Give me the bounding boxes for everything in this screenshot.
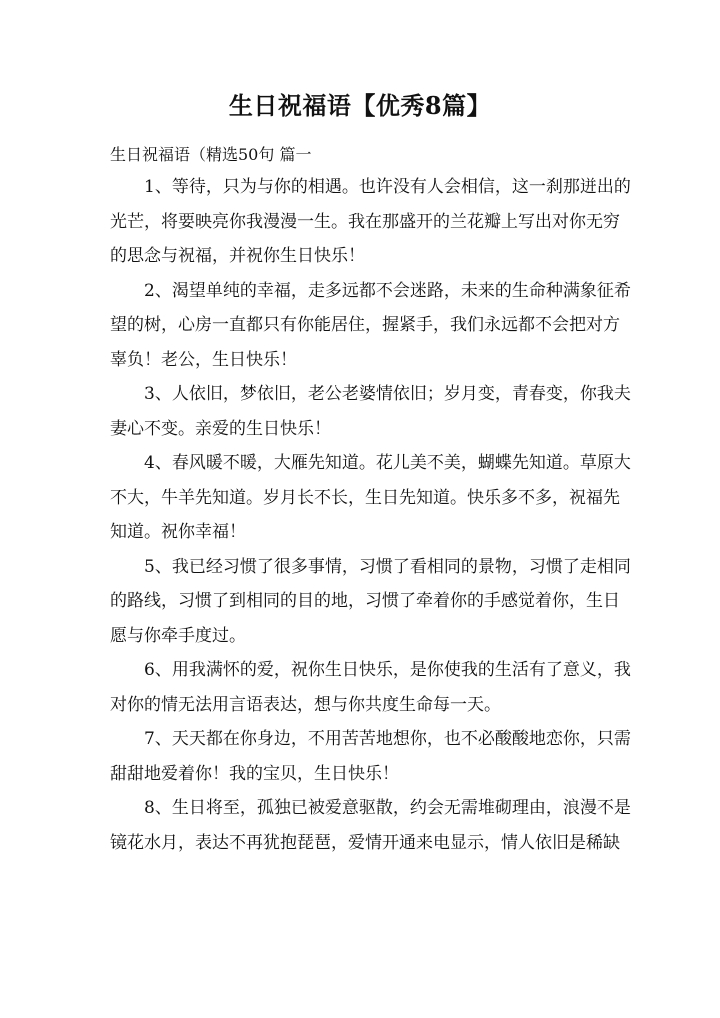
paragraph-line: 7、天天都在你身边，不用苦苦地想你，也不必酸酸地恋你，只需 [144, 729, 631, 749]
paragraph-line: 妻心不变。亲爱的生日快乐！ [110, 418, 331, 439]
paragraph-6 [110, 653, 631, 722]
paragraph-line: 的思念与祝福，并祝你生日快乐！ [110, 246, 365, 266]
paragraph-2 [110, 274, 631, 378]
paragraph-line: 8、生日将至，孤独已被爱意驱散，约会无需堆砌理由，浪漫不是 [144, 798, 631, 818]
paragraph-line: 的路线，习惯了到相同的目的地，习惯了牵着你的手感觉着你，生日 [110, 591, 620, 611]
paragraph-line: 6、用我满怀的爱，祝你生日快乐，是你使我的生活有了意义，我 [144, 660, 631, 680]
paragraph-line: 光芒，将要映亮你我漫漫一生。我在那盛开的兰花瓣上写出对你无穷 [110, 211, 620, 232]
section-heading: 生日祝福语（精选50句 篇一 [110, 145, 312, 164]
document-title: 生日祝福语【优秀8篇】 [228, 91, 492, 120]
paragraph-8 [110, 791, 631, 860]
paragraph-1 [110, 170, 631, 274]
paragraph-3 [110, 377, 631, 446]
paragraph-line: 镜花水月，表达不再犹抱琵琶，爱情开通来电显示，情人依旧是稀缺 [110, 832, 620, 853]
paragraph-line: 对你的情无法用言语表达，想与你共度生命每一天。 [110, 694, 501, 715]
paragraph-line: 甜甜地爱着你！我的宝贝，生日快乐！ [110, 763, 399, 784]
paragraph-5 [110, 550, 631, 654]
paragraph-line: 1、等待，只为与你的相遇。也许没有人会相信，这一刹那迸出的 [144, 177, 631, 197]
paragraph-line: 望的树，心房一直都只有你能居住，握紧手，我们永远都不会把对方 [110, 315, 620, 335]
paragraph-line: 2、渴望单纯的幸福，走多远都不会迷路，未来的生命种满象征希 [144, 280, 631, 301]
paragraph-line: 辜负！老公，生日快乐！ [110, 349, 297, 370]
paragraph-line: 4、春风暖不暖，大雁先知道。花儿美不美，蝴蝶先知道。草原大 [144, 453, 631, 473]
paragraph-line: 不大，牛羊先知道。岁月长不长，生日先知道。快乐多不多，祝福先 [110, 487, 620, 508]
paragraph-line: 知道。祝你幸福！ [110, 522, 246, 542]
paragraph-line: 5、我已经习惯了很多事情，习惯了看相同的景物，习惯了走相同 [144, 556, 631, 577]
paragraph-4 [110, 446, 631, 550]
document-body [110, 170, 631, 860]
paragraph-line: 愿与你牵手度过。 [110, 625, 246, 646]
paragraph-7 [110, 722, 631, 791]
paragraph-line: 3、人依旧，梦依旧，老公老婆情依旧；岁月变，青春变，你我夫 [144, 384, 631, 404]
